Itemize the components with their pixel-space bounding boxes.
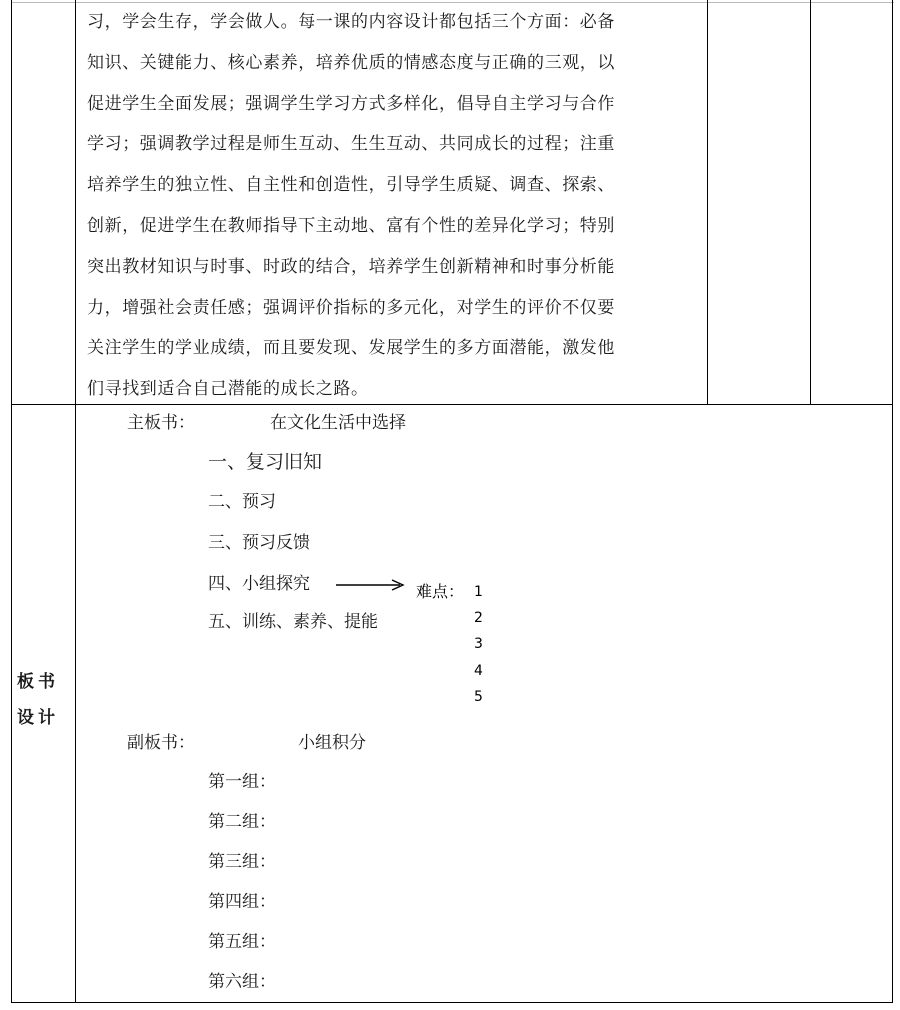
group-score-item: 第六组： bbox=[208, 972, 276, 992]
step-training: 五、训练、素养、提能 bbox=[208, 612, 378, 632]
paragraph-line: 培养学生的独立性、自主性和创造性，引导学生质疑、调查、探索、 bbox=[87, 175, 615, 196]
sub-board-title: 小组积分 bbox=[298, 733, 366, 753]
paragraph-line: 力，增强社会责任感；强调评价指标的多元化，对学生的评价不仅要 bbox=[87, 297, 615, 318]
board-design-label bbox=[0, 664, 76, 736]
step-preview: 二、预习 bbox=[208, 492, 276, 512]
difficulty-number: 4 bbox=[474, 663, 483, 679]
difficulty-number: 1 bbox=[474, 584, 483, 600]
teaching-philosophy-paragraph bbox=[87, 2, 699, 410]
group-score-item: 第一组： bbox=[208, 772, 276, 792]
label-column-divider bbox=[75, 0, 76, 1003]
table-right-border bbox=[892, 0, 893, 1003]
table-left-border bbox=[11, 0, 12, 1003]
paragraph-line: 突出教材知识与时事、时政的结合，培养学生创新精神和时事分析能 bbox=[87, 256, 615, 277]
difficulty-number: 5 bbox=[474, 689, 483, 705]
paragraph-line: 促进学生全面发展；强调学生学习方式多样化，倡导自主学习与合作 bbox=[87, 93, 615, 114]
arrow-right-icon bbox=[334, 578, 414, 592]
board-design-label-line1: 板书 bbox=[17, 672, 59, 692]
step-review: 一、复习旧知 bbox=[208, 451, 323, 473]
board-design-label-line2: 设计 bbox=[17, 708, 59, 728]
column-divider-4 bbox=[810, 0, 811, 405]
paragraph-line: 关注学生的学业成绩，而且要发现、发展学生的多方面潜能，激发他 bbox=[87, 338, 615, 359]
paragraph-line: 们寻找到适合自己潜能的成长之路。 bbox=[87, 379, 369, 400]
paragraph-line: 习，学会生存，学会做人。每一课的内容设计都包括三个方面：必备 bbox=[87, 12, 615, 32]
paragraph-line: 知识、关键能力、核心素养，培养优质的情感态度与正确的三观，以 bbox=[87, 52, 615, 73]
paragraph-line: 创新，促进学生在教师指导下主动地、富有个性的差异化学习；特别 bbox=[87, 215, 615, 236]
group-score-item: 第五组： bbox=[208, 932, 276, 952]
sub-board-label: 副板书： bbox=[127, 733, 195, 753]
step-preview-feedback: 三、预习反馈 bbox=[208, 533, 310, 553]
table-bottom-border bbox=[11, 1002, 893, 1003]
group-score-item: 第二组： bbox=[208, 812, 276, 832]
difficulty-number: 2 bbox=[474, 610, 483, 626]
difficulty-number: 3 bbox=[474, 636, 483, 652]
step-group-inquiry: 四、小组探究 bbox=[208, 574, 310, 594]
group-score-item: 第三组： bbox=[208, 852, 276, 872]
main-board-label: 主板书： bbox=[127, 413, 195, 433]
paragraph-line: 学习；强调教学过程是师生互动、生生互动、共同成长的过程；注重 bbox=[87, 134, 615, 155]
main-board-title: 在文化生活中选择 bbox=[270, 413, 406, 433]
column-divider-3 bbox=[707, 0, 708, 405]
group-score-item: 第四组： bbox=[208, 892, 276, 912]
difficulty-label: 难点： bbox=[416, 582, 465, 601]
